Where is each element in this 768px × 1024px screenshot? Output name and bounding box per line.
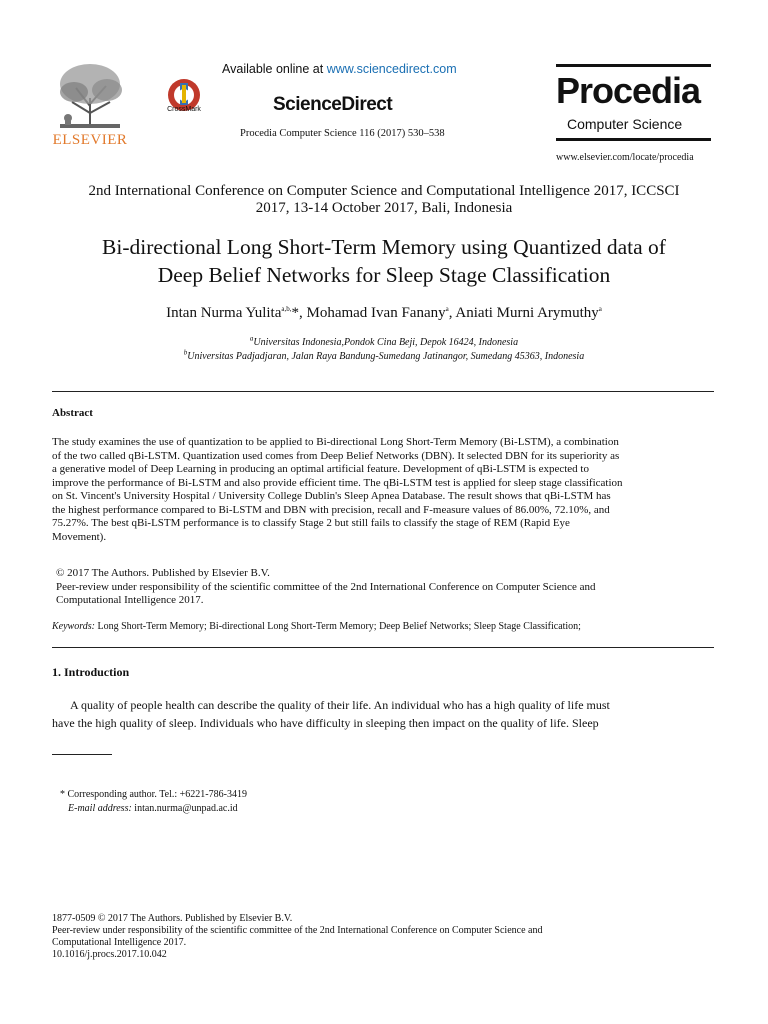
abstract-line: 75.27%. The best qBi-LSTM performance is to classify Stage 2 but still fails to classify the stage of REM (Rapid Eye bbox=[52, 517, 570, 529]
author-1 bbox=[166, 305, 306, 321]
abstract-heading: Abstract bbox=[52, 407, 93, 419]
footer-peer-review-line-1: Peer-review under responsibility of the scientific committee of the 2nd International Conference on Computer Science and bbox=[52, 925, 543, 936]
divider-bottom bbox=[52, 647, 714, 648]
author-name: Mohamad Ivan Fanany bbox=[306, 305, 446, 321]
conference-line-2: 2017, 13-14 October 2017, Bali, Indonesia bbox=[255, 200, 513, 216]
footnote-rule bbox=[52, 754, 112, 755]
journal-reference: Procedia Computer Science 116 (2017) 530–538 bbox=[240, 128, 445, 139]
author-2 bbox=[306, 305, 455, 321]
introduction-line-1: A quality of people health can describe the quality of their life. An individual who has a high quality of life must bbox=[70, 698, 610, 712]
abstract-line: the highest performance compared to Bi-LSTM and DBN with precision, recall and F-measure values of 86.00%, 72.10%, and bbox=[52, 503, 610, 516]
affiliation-b bbox=[40, 348, 728, 362]
keywords-text: Long Short-Term Memory; Bi-directional Long Short-Term Memory; Deep Belief Networks; Sleep Stage Classification; bbox=[94, 621, 581, 632]
author-separator: , bbox=[298, 305, 307, 321]
author-list bbox=[40, 305, 728, 322]
author-name: Intan Nurma Yulita bbox=[166, 305, 282, 321]
author-3 bbox=[455, 305, 601, 321]
corresponding-star: * bbox=[291, 305, 299, 321]
available-prefix: Available online at bbox=[222, 62, 327, 76]
abstract-line: on St. Vincent's University Hospital / University College Dublin's Sleep Apnea Database. The result shows that qBi-LSTM has bbox=[52, 490, 611, 502]
abstract-body bbox=[52, 436, 716, 544]
elsevier-wordmark: ELSEVIER bbox=[52, 132, 128, 148]
divider-top bbox=[52, 391, 714, 392]
keywords-label: Keywords: bbox=[52, 621, 95, 632]
procedia-top-rule bbox=[556, 64, 711, 67]
page-footer bbox=[52, 913, 716, 961]
author-name: Aniati Murni Arymuthy bbox=[455, 305, 599, 321]
author-affil-mark: a bbox=[598, 305, 602, 313]
affiliation-text: Universitas Padjadjaran, Jalan Raya Bandung-Sumedang Jatinangor, Sumedang 45363, Indonesia bbox=[187, 351, 585, 362]
email-note bbox=[68, 802, 238, 816]
procedia-url[interactable]: www.elsevier.com/locate/procedia bbox=[556, 152, 694, 163]
sciencedirect-wordmark: ScienceDirect bbox=[273, 94, 393, 115]
footer-doi[interactable]: 10.1016/j.procs.2017.10.042 bbox=[52, 949, 167, 960]
crossmark-label: CrossMark bbox=[167, 106, 201, 113]
corresponding-author-note: * Corresponding author. Tel.: +6221-786-3419 bbox=[60, 789, 247, 800]
author-affil-mark: a,b, bbox=[281, 305, 292, 313]
procedia-bottom-rule bbox=[556, 138, 711, 141]
affiliation-mark: b bbox=[183, 348, 188, 357]
procedia-subtitle: Computer Science bbox=[567, 116, 683, 132]
abstract-line: of the two called qBi-LSTM. Quantization used comes from Deep Belief Networks (DBN). It selected DBN for its superiority as bbox=[52, 449, 620, 462]
email-address[interactable]: intan.nurma@unpad.ac.id bbox=[131, 803, 238, 814]
keywords-line bbox=[52, 621, 581, 632]
abstract-line: Movement). bbox=[52, 530, 107, 543]
footer-issn-line: 1877-0509 © 2017 The Authors. Published by Elsevier B.V. bbox=[52, 913, 293, 924]
affiliation-a bbox=[40, 334, 728, 348]
abstract-line: improve the performance of Bi-LSTM and also provide efficient time. The qBi-LSTM test is applied for sleep stage classification bbox=[52, 476, 623, 489]
paper-title-line-1: Bi-directional Long Short-Term Memory using Quantized data of bbox=[102, 235, 666, 259]
procedia-title: Procedia bbox=[556, 70, 701, 111]
conference-line-1: 2nd International Conference on Computer Science and Computational Intelligence 2017, ICCSCI bbox=[88, 183, 680, 199]
peer-review-line-1: Peer-review under responsibility of the scientific committee of the 2nd International Conference on Computer Science and bbox=[56, 580, 596, 593]
paper-title-line-2: Deep Belief Networks for Sleep Stage Classification bbox=[157, 263, 611, 287]
copyright-block bbox=[56, 567, 720, 608]
email-label: E-mail address: bbox=[68, 803, 132, 814]
sciencedirect-link[interactable]: www.sciencedirect.com bbox=[326, 62, 457, 76]
affiliation-text: Universitas Indonesia,Pondok Cina Beji, Depok 16424, Indonesia bbox=[253, 337, 519, 348]
introduction-line-2: have the high quality of sleep. Individuals who have difficulty in sleeping then impact on the quality of life. Sleep bbox=[52, 716, 599, 730]
abstract-line: The study examines the use of quantization to be applied to Bi-directional Long Short-Term Memory (Bi-LSTM), a combination bbox=[52, 436, 619, 448]
abstract-line: a generative model of Deep Learning in producing an optimal artificial feature. Development of qBi-LSTM is expected to bbox=[52, 463, 589, 475]
introduction-heading: 1. Introduction bbox=[52, 665, 130, 679]
affiliation-mark: a bbox=[249, 334, 254, 343]
copyright-line: © 2017 The Authors. Published by Elsevier B.V. bbox=[56, 567, 270, 579]
author-separator: , bbox=[448, 305, 456, 321]
author-affil-mark: a bbox=[445, 305, 449, 313]
footer-peer-review-line-2: Computational Intelligence 2017. bbox=[52, 937, 187, 948]
available-online-line bbox=[222, 62, 457, 76]
peer-review-line-2: Computational Intelligence 2017. bbox=[56, 594, 204, 606]
